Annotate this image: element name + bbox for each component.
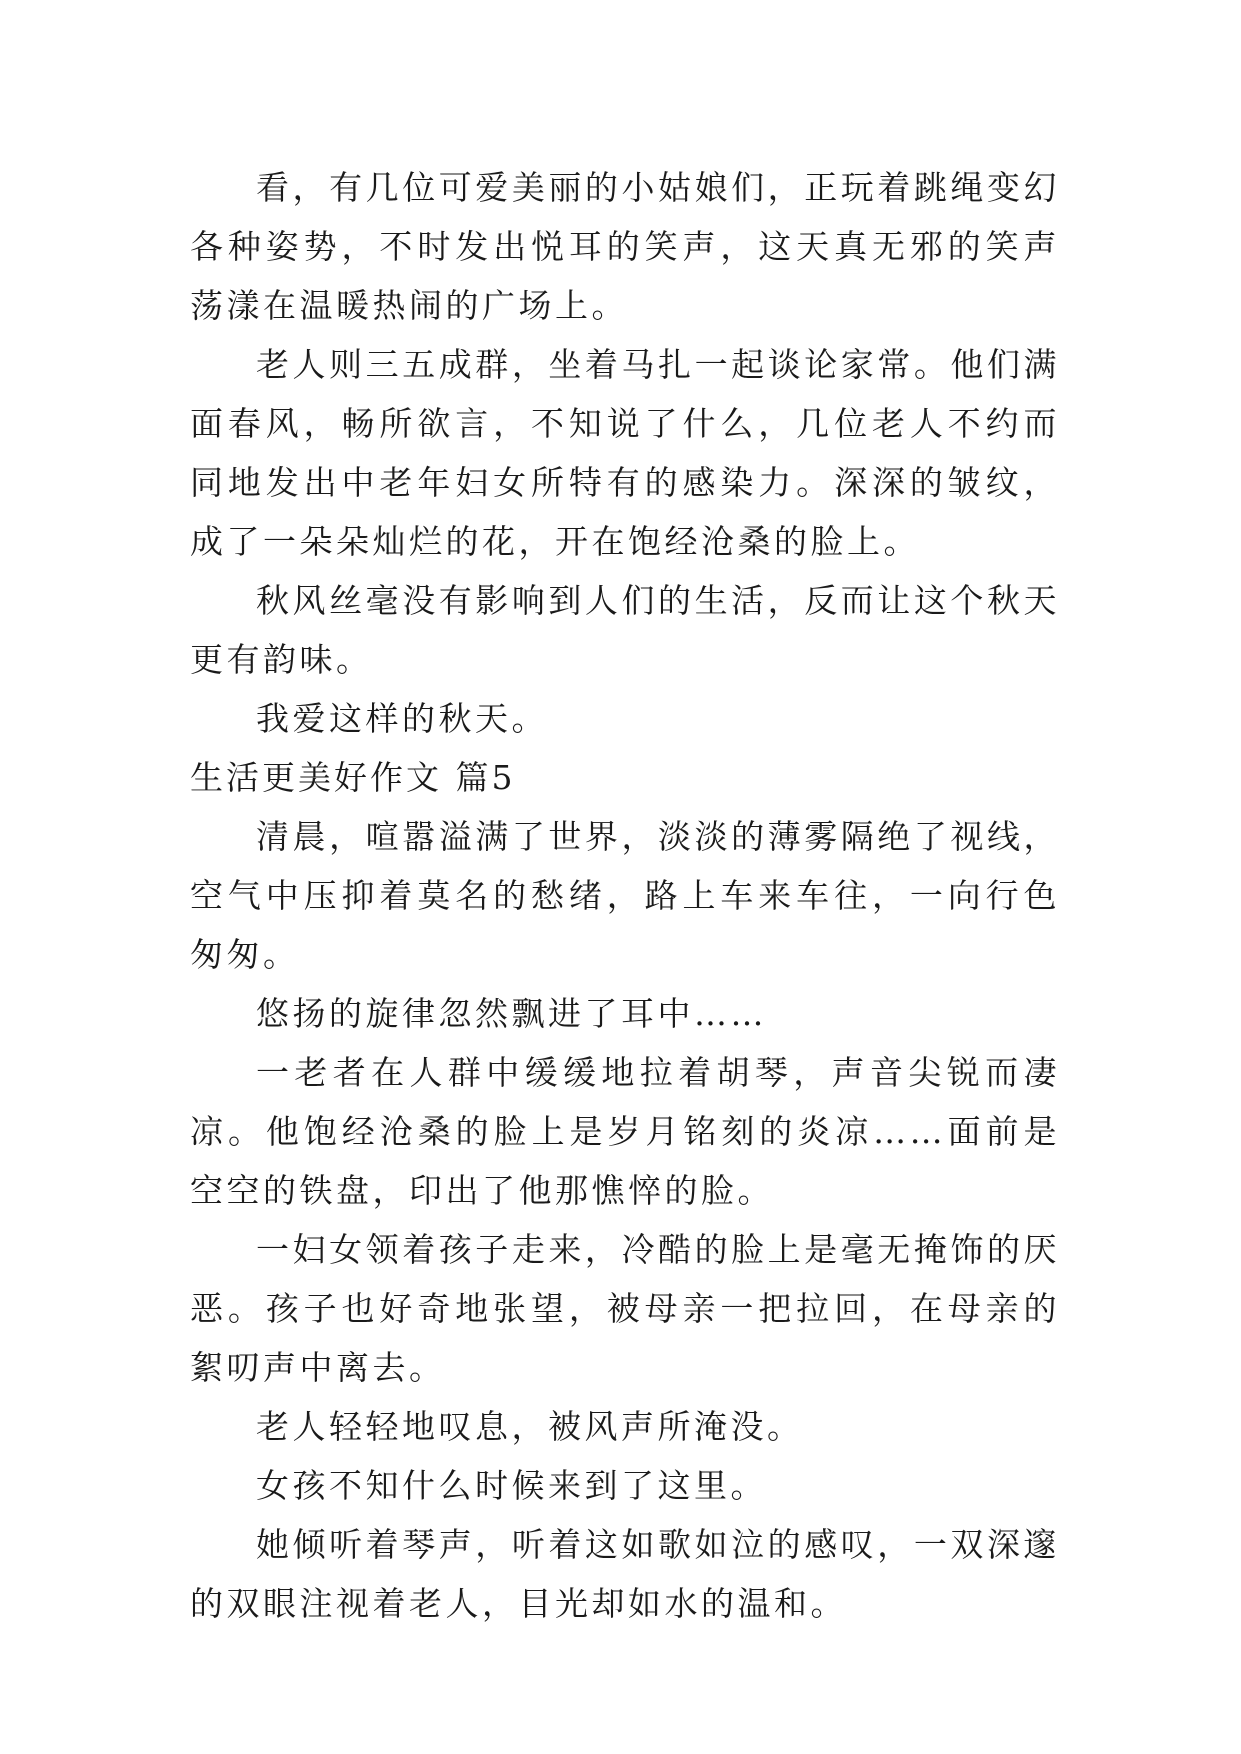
paragraph-girls-jumping-rope: 看，有几位可爱美丽的小姑娘们，正玩着跳绳变幻各种姿势，不时发出悦耳的笑声，这天真无邪的笑声荡漾在温暖热闹的广场上。 bbox=[190, 168, 1060, 325]
paragraph-elderly-chatting: 老人则三五成群，坐着马扎一起谈论家常。他们满面春风，畅所欲言，不知说了什么，几位老人不约而同地发出中老年妇女所特有的感染力。深深的皱纹，成了一朵朵灿烂的花，开在饱经沧桑的脸上。 bbox=[190, 345, 1060, 561]
document-page bbox=[190, 158, 1060, 1633]
paragraph-autumn-wind: 秋风丝毫没有影响到人们的生活，反而让这个秋天更有韵味。 bbox=[190, 581, 1060, 679]
section-heading: 生活更美好作文 篇5 bbox=[190, 758, 516, 797]
paragraph-girl-arrives: 女孩不知什么时候来到了这里。 bbox=[256, 1466, 767, 1505]
paragraph-melody: 悠扬的旋律忽然飘进了耳中…… bbox=[256, 994, 767, 1033]
paragraph-old-man-sigh: 老人轻轻地叹息，被风声所淹没。 bbox=[256, 1407, 804, 1446]
paragraph-love-autumn: 我爱这样的秋天。 bbox=[256, 699, 548, 738]
paragraph-woman-child: 一妇女领着孩子走来，冷酷的脸上是毫无掩饰的厌恶。孩子也好奇地张望，被母亲一把拉回，在母亲的絮叨声中离去。 bbox=[190, 1230, 1060, 1387]
paragraph-morning-mist: 清晨，喧嚣溢满了世界，淡淡的薄雾隔绝了视线，空气中压抑着莫名的愁绪，路上车来车往，一向行色匆匆。 bbox=[190, 817, 1060, 974]
paragraph-girl-listens: 她倾听着琴声，听着这如歌如泣的感叹，一双深邃的双眼注视着老人，目光却如水的温和。 bbox=[190, 1525, 1060, 1623]
paragraph-old-man-erhu: 一老者在人群中缓缓地拉着胡琴，声音尖锐而凄凉。他饱经沧桑的脸上是岁月铭刻的炎凉……面前是空空的铁盘，印出了他那憔悴的脸。 bbox=[190, 1053, 1060, 1210]
